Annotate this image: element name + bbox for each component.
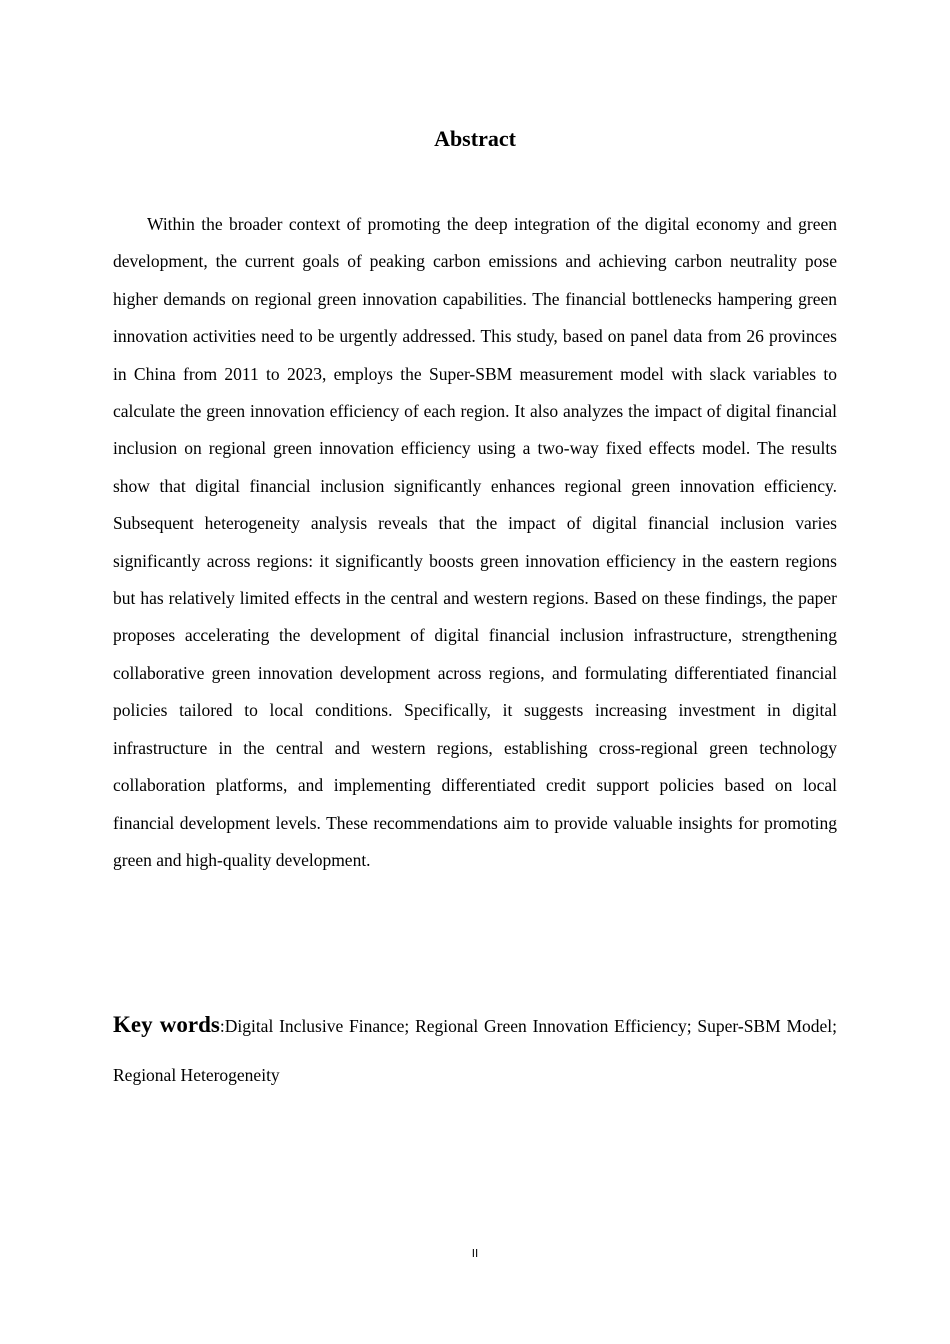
- keywords-separator: :: [219, 1016, 225, 1036]
- abstract-body: Within the broader context of promoting the deep integration of the digital economy and green development, the current goals of peaking carbon emissions and achieving carbon neutrality pose higher demands on regional green innovation capabilities. The financial bottlenecks hampering green innovation activities need to be urgently addressed. This study, based on panel data from 26 provinces in China from 2011 to 2023, employs the Super-SBM measurement model with slack variables to calculate the green innovation efficiency of each region. It also analyzes the impact of digital financial inclusion on regional green innovation efficiency using a two-way fixed effects model. The results show that digital financial inclusion significantly enhances regional green innovation efficiency. Subsequent heterogeneity analysis reveals that the impact of digital financial inclusion varies significantly across regions: it significantly boosts green innovation efficiency in the eastern regions but has relatively limited effects in the central and western regions. Based on these findings, the paper proposes accelerating the development of digital financial inclusion infrastructure, strengthening collaborative green innovation development across regions, and formulating differentiated financial policies tailored to local conditions. Specifically, it suggests increasing investment in digital infrastructure in the central and western regions, establishing cross-regional green technology collaboration platforms, and implementing differentiated credit support policies based on local financial development levels. These recommendations aim to provide valuable insights for promoting green and high-quality development.: [113, 214, 837, 870]
- keywords-text: Digital Inclusive Finance; Regional Green Innovation Efficiency; Super-SBM Model; Regional Heterogeneity: [113, 1016, 837, 1085]
- page-number: II: [471, 1247, 479, 1260]
- abstract-title: Abstract: [434, 126, 516, 151]
- keywords-label: Key words: [113, 1012, 220, 1037]
- keywords-paragraph: [113, 1000, 837, 1100]
